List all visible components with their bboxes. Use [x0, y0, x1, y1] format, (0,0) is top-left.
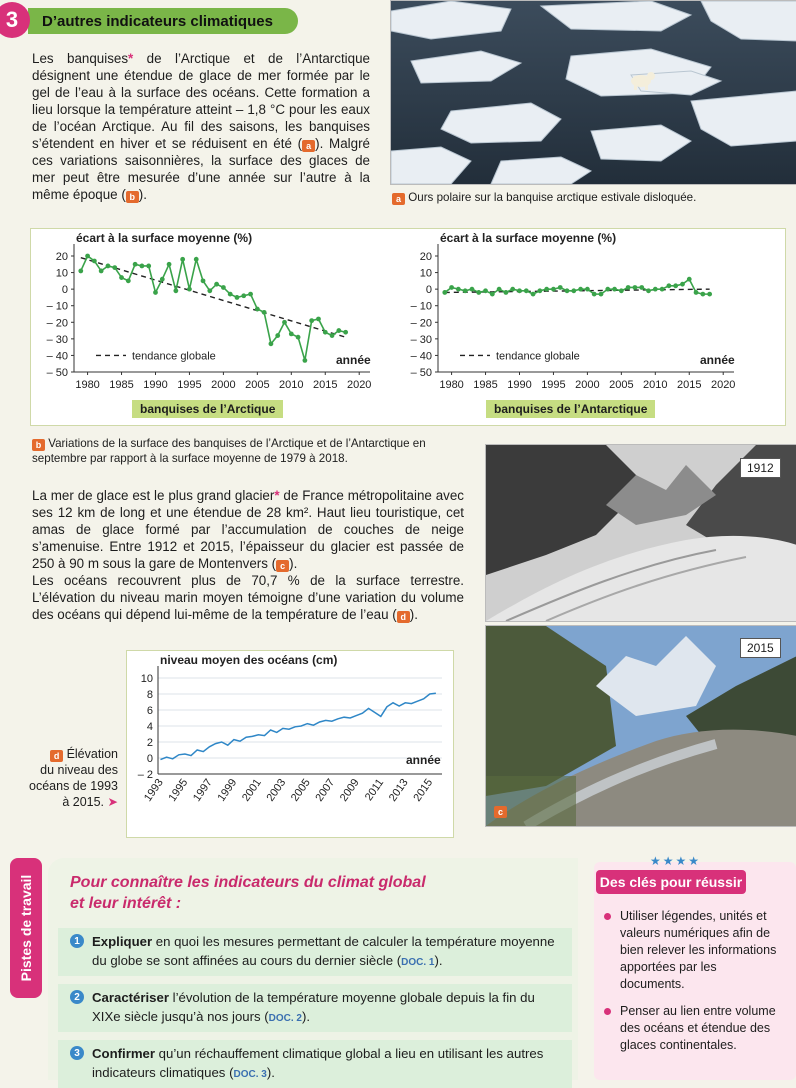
- data-point: [537, 288, 542, 293]
- keys-title: Des clés pour réussir: [596, 870, 746, 894]
- data-point: [449, 285, 454, 290]
- data-point: [336, 328, 341, 333]
- data-point: [558, 285, 563, 290]
- x-tick-label: 2007: [313, 776, 338, 804]
- task-end-1: ).: [434, 953, 443, 968]
- glacier-text-2: de France métropolitaine avec ses 12 km de long et une étendue de 28 km². Haut lieu touristique, cet amas de glace formé par l’accumulation de couches de neige s’amenuise. Entre 1912 et 2015, l’épaisseur du glacier est passée de 250 à 90 m sous la gare de Montenvers (: [32, 488, 464, 571]
- x-tick-label: 2001: [239, 776, 264, 804]
- photo-a-caption: [392, 190, 792, 205]
- data-point: [262, 310, 267, 315]
- x-tick-label: 1993: [142, 776, 166, 804]
- x-tick-label: 1995: [166, 776, 191, 804]
- task-number-1: 1: [70, 934, 84, 948]
- y-tick-label: 20: [419, 251, 432, 263]
- figure-b-charts: [30, 228, 784, 424]
- data-point: [160, 277, 165, 282]
- polar-bear-ice-image: [391, 1, 796, 184]
- x-tick-label: 2000: [211, 379, 236, 391]
- y-tick-label: 6: [146, 705, 153, 717]
- data-point: [248, 292, 253, 297]
- intro-text-1: Les banquises: [32, 51, 129, 66]
- task-doc-2: DOC. 2: [268, 1013, 302, 1024]
- data-point: [585, 287, 590, 292]
- x-tick-label: 2015: [313, 379, 338, 391]
- x-tick-label: 2005: [245, 379, 270, 391]
- y-tick-label: 0: [425, 284, 432, 297]
- x-tick-label: 1980: [439, 379, 464, 391]
- section-number-badge: 3: [0, 2, 30, 38]
- data-point: [578, 287, 583, 292]
- data-point: [255, 307, 260, 312]
- data-point: [633, 285, 638, 290]
- key-item-1: Utiliser légendes, unités et valeurs numériques afin de bien relever les informations apportées par les documents.: [602, 908, 782, 993]
- glossary-star: *: [128, 51, 134, 66]
- data-point: [544, 287, 549, 292]
- task-item-3: [58, 1040, 572, 1088]
- data-point: [78, 269, 83, 274]
- chart-arctic: [47, 231, 372, 391]
- data-point: [126, 278, 131, 283]
- data-point: [612, 287, 617, 292]
- data-point: [133, 262, 138, 267]
- section-title-bar: [28, 8, 298, 34]
- y-tick-label: – 30: [46, 333, 68, 346]
- task-verb-1: Expliquer: [92, 934, 153, 949]
- ref-d: d: [397, 611, 410, 623]
- y-tick-label: 4: [146, 721, 153, 733]
- data-point: [687, 277, 692, 282]
- ref-b: b: [126, 191, 139, 203]
- arrow-right-icon: ➤: [107, 795, 118, 809]
- data-point: [187, 287, 192, 292]
- x-tick-label: 1985: [109, 379, 134, 391]
- data-point: [626, 285, 631, 290]
- x-tick-label: 1995: [541, 379, 566, 391]
- ocean-text-1: Les océans recouvrent plus de 70,7 % de la surface terrestre. L’élévation du niveau marin moyen témoigne d’une variation du volume des océans qui dépend lui-même de la température de l’eau (: [32, 573, 464, 622]
- key-item-2: Penser au lien entre volume des océans et étendue des glaces continentales.: [602, 1003, 782, 1054]
- data-point: [323, 330, 328, 335]
- series-line: [81, 256, 346, 363]
- data-point: [343, 330, 348, 335]
- intro-text-2: de l’Arctique et de l’Antarctique désignent une étendue de glace de mer formée par le gel de l’eau à la surface des océans. Cette formation a lieu lorsque la température atteint – 1,8 °C pour les eaux de l’océan Arctique. Au fil des saisons, les banquises s’étendent en hiver et se réduisent en été (: [32, 51, 370, 151]
- y-tick-label: 2: [146, 737, 153, 749]
- glacier-text-3: ).: [289, 556, 298, 571]
- keys-list: [602, 908, 782, 1054]
- chart-antarctic: [411, 231, 736, 391]
- data-point: [112, 265, 117, 270]
- data-point: [497, 287, 502, 292]
- glossary-star-2: *: [274, 488, 280, 503]
- x-tick-label: 2020: [710, 379, 736, 391]
- x-tick-label: 2009: [337, 776, 362, 804]
- data-point: [456, 287, 461, 292]
- x-axis-title: année: [336, 353, 371, 367]
- data-point: [660, 287, 665, 292]
- y-tick-label: – 50: [410, 367, 432, 379]
- task-heading-1: Pour connaître les indicateurs du climat global: [70, 874, 426, 891]
- year-tag-1912: 1912: [740, 458, 781, 478]
- data-point: [707, 292, 712, 297]
- data-point: [653, 287, 658, 292]
- data-point: [680, 282, 685, 287]
- pistes-de-travail-tab: [10, 858, 42, 998]
- caption-ref-b: b: [32, 439, 45, 451]
- x-tick-label: 1999: [215, 776, 240, 804]
- data-point: [235, 295, 240, 300]
- task-number-2: 2: [70, 990, 84, 1004]
- task-number-3: 3: [70, 1046, 84, 1060]
- task-verb-2: Caractériser: [92, 990, 169, 1005]
- y-tick-label: 10: [55, 267, 68, 280]
- data-point: [639, 285, 644, 290]
- data-point: [207, 288, 212, 293]
- task-heading: [70, 872, 550, 914]
- y-tick-label: – 40: [410, 350, 432, 363]
- task-item-1: [58, 928, 572, 976]
- data-point: [504, 290, 509, 295]
- data-point: [524, 288, 529, 293]
- trend-line: [81, 258, 346, 338]
- ref-a: a: [302, 140, 315, 152]
- task-end-3: ).: [266, 1065, 275, 1080]
- x-tick-label: 2000: [575, 379, 600, 391]
- data-point: [167, 262, 172, 267]
- figure-d-caption-3: océans de 1993: [29, 779, 118, 793]
- figure-d-caption-1: Élévation: [66, 747, 118, 761]
- task-end-2: ).: [302, 1009, 311, 1024]
- data-point: [673, 283, 678, 288]
- data-point: [106, 264, 111, 269]
- data-point: [153, 290, 158, 295]
- y-axis-title: niveau moyen des océans (cm): [160, 653, 338, 667]
- y-tick-label: 8: [146, 689, 153, 701]
- task-heading-2: et leur intérêt :: [70, 895, 182, 912]
- data-point: [228, 292, 233, 297]
- x-tick-label: 1997: [190, 776, 215, 804]
- data-point: [510, 287, 515, 292]
- task-item-2: [58, 984, 572, 1032]
- data-point: [309, 318, 314, 323]
- antarctic-chart-label: banquises de l’Antarctique: [486, 400, 655, 418]
- figure-d-caption-4: à 2015.: [62, 795, 105, 809]
- y-tick-label: – 50: [46, 367, 68, 379]
- figure-d-chart: [126, 650, 452, 836]
- y-axis-title: écart à la surface moyenne (%): [76, 231, 253, 245]
- x-tick-label: 2015: [411, 776, 436, 804]
- photo-c-tag: c: [494, 806, 507, 818]
- data-point: [483, 288, 488, 293]
- section-title: D’autres indicateurs climatiques: [42, 12, 273, 30]
- year-tag-2015: 2015: [740, 638, 781, 658]
- data-point: [302, 358, 307, 363]
- data-point: [214, 282, 219, 287]
- data-point: [275, 333, 280, 338]
- y-tick-label: 0: [146, 753, 153, 765]
- task-text-3: qu’un réchauffement climatique global a lieu en utilisant les autres indicateurs climatiques (: [92, 1046, 544, 1080]
- caption-ref-d: d: [50, 750, 63, 762]
- x-tick-label: 1990: [143, 379, 168, 391]
- data-point: [551, 287, 556, 292]
- data-point: [99, 269, 104, 274]
- x-tick-label: 2010: [279, 379, 304, 391]
- x-axis-title: année: [406, 753, 441, 767]
- data-point: [442, 290, 447, 295]
- data-point: [490, 292, 495, 297]
- x-tick-label: 2005: [609, 379, 634, 391]
- data-point: [296, 335, 301, 340]
- x-tick-label: 2020: [346, 379, 372, 391]
- data-point: [605, 287, 610, 292]
- caption-ref-a: a: [392, 193, 405, 205]
- task-text-2: l’évolution de la température moyenne globale depuis la fin du XIXe siècle jusqu’à nos jours (: [92, 990, 535, 1024]
- data-point: [565, 288, 570, 293]
- photo-polar-bear: [390, 0, 796, 185]
- stars-decoration-icon: ★★★★: [650, 854, 702, 868]
- data-point: [694, 290, 699, 295]
- task-doc-3: DOC. 3: [233, 1069, 267, 1080]
- intro-paragraph: [32, 50, 370, 203]
- glacier-text-1: La mer de glace est le plus grand glacier: [32, 488, 275, 503]
- data-point: [646, 288, 651, 293]
- intro-text-4: ).: [138, 187, 147, 202]
- figure-d-caption-2: du niveau des: [40, 763, 118, 777]
- ref-c: c: [276, 560, 289, 572]
- data-point: [700, 292, 705, 297]
- data-point: [289, 331, 294, 336]
- arctic-chart-label: banquises de l’Arctique: [132, 400, 283, 418]
- legend-label: tendance globale: [496, 350, 580, 363]
- x-axis-title: année: [700, 353, 735, 367]
- data-point: [619, 288, 624, 293]
- task-verb-3: Confirmer: [92, 1046, 156, 1061]
- task-list: [58, 928, 572, 1088]
- x-tick-label: 2013: [386, 776, 411, 804]
- x-tick-label: 2011: [362, 776, 387, 804]
- figure-b-caption-text: Variations de la surface des banquises de l’Arctique et de l’Antarctique en septembre par rapport à la surface moyenne de 1979 à 2018.: [32, 437, 426, 465]
- figure-b-caption: [32, 436, 482, 466]
- data-point: [146, 264, 151, 269]
- legend-label: tendance globale: [132, 350, 216, 363]
- data-point: [221, 285, 226, 290]
- chart-sea-level: [138, 653, 442, 804]
- y-tick-label: 20: [55, 251, 68, 263]
- x-tick-label: 2015: [677, 379, 702, 391]
- data-point: [92, 259, 97, 264]
- x-tick-label: 2005: [288, 776, 313, 804]
- x-tick-label: 1990: [507, 379, 532, 391]
- y-tick-label: 0: [61, 284, 68, 297]
- data-point: [85, 254, 90, 259]
- data-point: [470, 287, 475, 292]
- data-point: [201, 278, 206, 283]
- data-point: [180, 257, 185, 262]
- y-tick-label: – 40: [46, 350, 68, 363]
- data-point: [194, 257, 199, 262]
- data-point: [330, 333, 335, 338]
- data-point: [476, 290, 481, 295]
- data-point: [140, 264, 145, 269]
- data-point: [599, 292, 604, 297]
- data-point: [119, 275, 124, 280]
- data-point: [517, 288, 522, 293]
- photo-a-caption-text: Ours polaire sur la banquise arctique estivale disloquée.: [408, 191, 697, 204]
- y-axis-title: écart à la surface moyenne (%): [440, 231, 617, 245]
- y-tick-label: 10: [419, 267, 432, 280]
- x-tick-label: 2010: [643, 379, 668, 391]
- y-tick-label: – 2: [137, 769, 153, 781]
- y-tick-label: – 10: [46, 300, 68, 313]
- x-tick-label: 1995: [177, 379, 202, 391]
- intro-text-3: ). Malgré ces variations saisonnières, la surface des glaces de mer peut être mesurée d’une année sur l’autre à la même époque (: [32, 136, 370, 202]
- x-tick-label: 1980: [75, 379, 100, 391]
- data-point: [666, 283, 671, 288]
- data-point: [241, 293, 246, 298]
- data-point: [531, 292, 536, 297]
- data-point: [463, 288, 468, 293]
- data-point: [316, 317, 321, 322]
- y-tick-label: – 20: [410, 317, 432, 330]
- work-tab-label: Pistes de travail: [18, 874, 34, 982]
- data-point: [571, 288, 576, 293]
- y-tick-label: – 30: [410, 333, 432, 346]
- y-tick-label: – 10: [410, 300, 432, 313]
- data-point: [592, 292, 597, 297]
- task-doc-1: DOC. 1: [401, 957, 435, 968]
- ocean-text-2: ).: [409, 607, 418, 622]
- task-text-1: en quoi les mesures permettant de calculer la température moyenne du globe se sont affinées au cours du dernier siècle (: [92, 934, 555, 968]
- x-tick-label: 1985: [473, 379, 498, 391]
- data-point: [173, 288, 178, 293]
- y-tick-label: – 20: [46, 317, 68, 330]
- glacier-paragraph: [32, 487, 464, 623]
- data-point: [282, 320, 287, 325]
- x-tick-label: 2003: [264, 776, 289, 804]
- figure-d-caption: [20, 746, 118, 810]
- data-point: [269, 341, 274, 346]
- y-tick-label: 10: [140, 673, 153, 685]
